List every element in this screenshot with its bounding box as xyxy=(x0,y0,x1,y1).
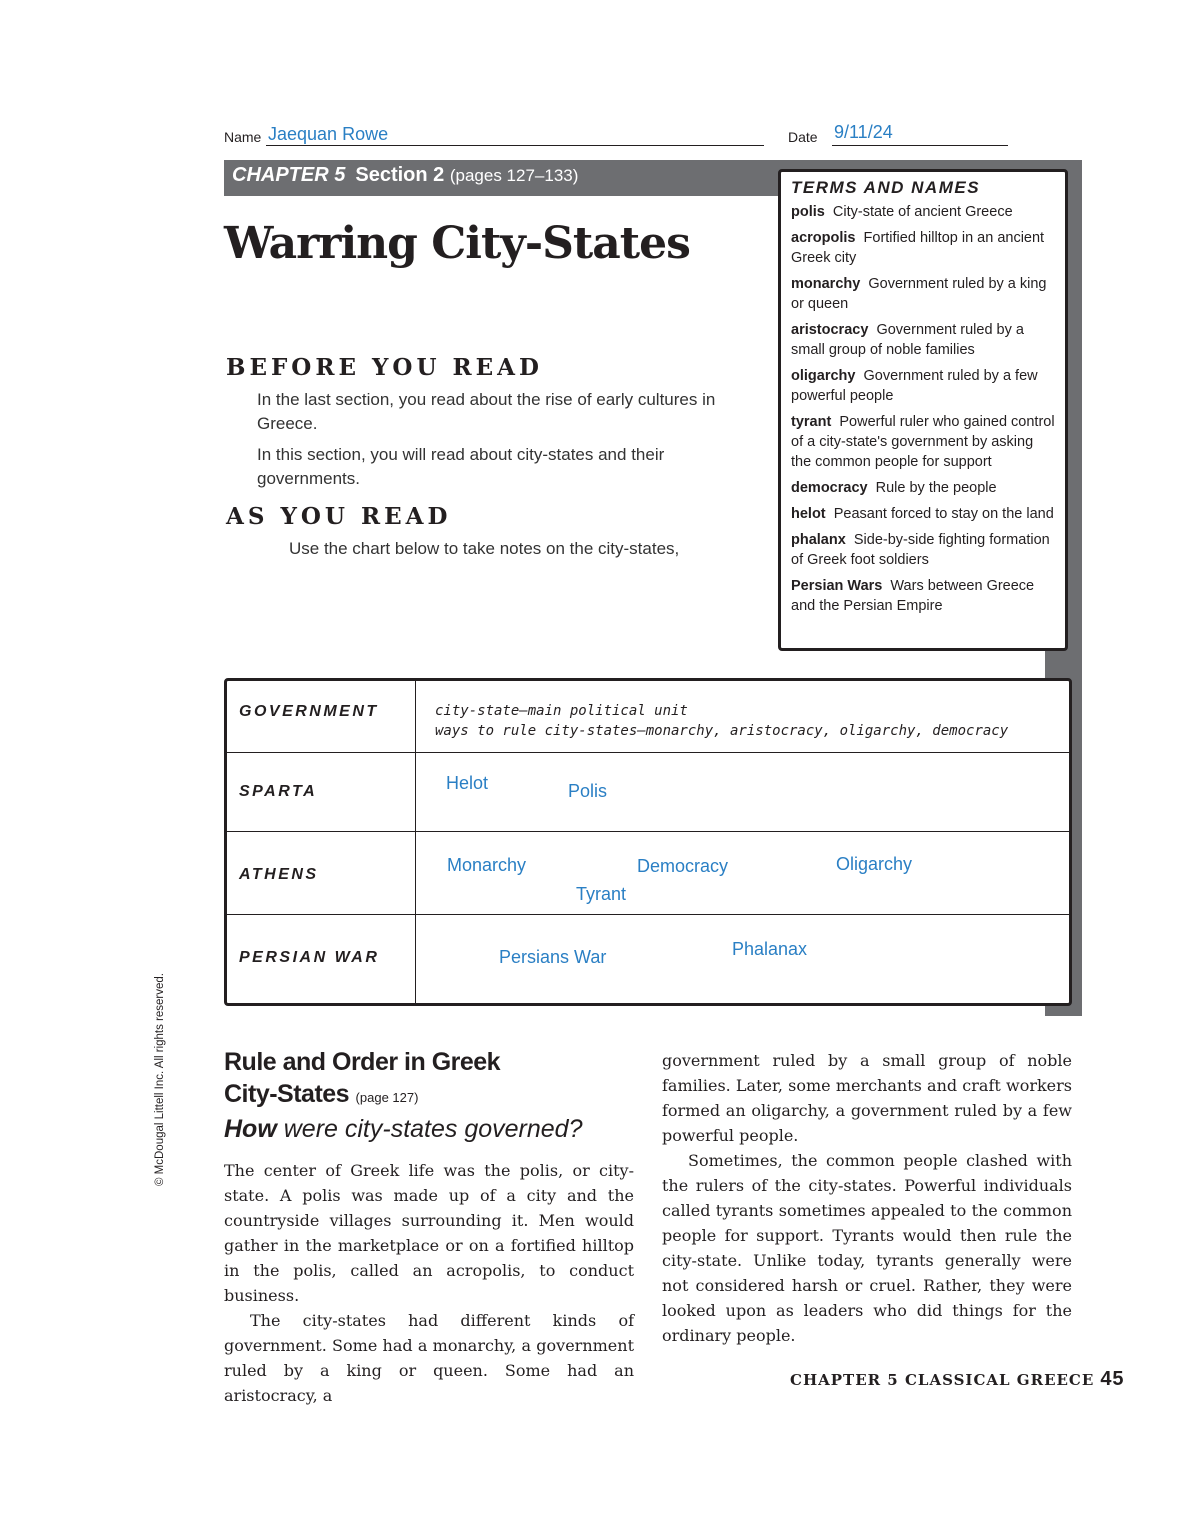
term-word: democracy xyxy=(791,480,868,496)
term-word: monarchy xyxy=(791,276,861,292)
body-column-right xyxy=(662,1048,1072,1348)
page-range: (pages 127–133) xyxy=(449,166,579,185)
date-underline xyxy=(832,145,1008,146)
sparta-note-helot[interactable]: Helot xyxy=(446,773,489,793)
persian-note-phalanx[interactable]: Phalanax xyxy=(732,939,808,959)
section-heading-line2-wrap xyxy=(224,1078,500,1114)
term-entry xyxy=(791,366,1055,406)
term-word: polis xyxy=(791,204,825,220)
body-paragraph: Sometimes, the common people clashed with the rulers of the city-states. Powerful individuals called tyrants sometimes appealed to the common people for support. Tyrants would then rule the city-state. Unlike today, tyrants generally were not considered harsh or cruel. Rather, they were looked upon as leaders who did things for the ordinary people. xyxy=(662,1151,1072,1345)
term-definition: Government ruled by a small group of noble families xyxy=(791,322,1024,358)
term-definition: City-state of ancient Greece xyxy=(832,204,1013,220)
as-you-read-heading: AS YOU READ xyxy=(226,503,452,530)
body-column-left xyxy=(224,1158,634,1408)
term-entry xyxy=(791,228,1055,268)
section-heading xyxy=(224,1046,500,1114)
term-word: Persian Wars xyxy=(791,578,883,594)
focus-question-rest: were city-states governed? xyxy=(283,1115,583,1143)
name-underline xyxy=(266,145,764,146)
body-paragraph: government ruled by a small group of noble families. Later, some merchants and craft workers formed an oligarchy, a government ruled by a few powerful people. xyxy=(662,1051,1072,1145)
chart-column-divider xyxy=(415,681,416,1003)
chart-row-divider xyxy=(227,831,1069,832)
term-definition: Rule by the people xyxy=(875,480,997,496)
term-entry xyxy=(791,504,1055,524)
name-field[interactable]: Jaequan Rowe xyxy=(268,124,389,144)
term-word: helot xyxy=(791,506,826,522)
term-definition: Wars between Greece and the Persian Empire xyxy=(791,578,1035,614)
copyright-notice: © McDougal Littell Inc. All rights reserved. xyxy=(154,972,166,1186)
row-label-persian-war: PERSIAN WAR xyxy=(239,949,380,966)
row-label-government: GOVERNMENT xyxy=(239,703,379,720)
term-definition: Fortified hilltop in an ancient Greek city xyxy=(791,230,1045,266)
persian-note-war[interactable]: Persians War xyxy=(499,947,607,967)
term-entry xyxy=(791,530,1055,570)
page-number: 45 xyxy=(1100,1368,1125,1390)
term-definition: Government ruled by a few powerful people xyxy=(791,368,1038,404)
section-heading-line1: Rule and Order in Greek xyxy=(224,1048,501,1076)
section-number: Section 2 xyxy=(355,164,445,186)
term-word: aristocracy xyxy=(791,322,869,338)
term-definition: Government ruled by a king or queen xyxy=(791,276,1047,312)
before-you-read-p2: In this section, you will read about city-states and their governments. xyxy=(257,445,665,488)
section-heading-line2: City-States xyxy=(224,1080,350,1108)
date-field[interactable]: 9/11/24 xyxy=(834,122,893,142)
athens-note-monarchy[interactable]: Monarchy xyxy=(447,855,527,875)
term-word: acropolis xyxy=(791,230,856,246)
chapter-number: CHAPTER 5 xyxy=(232,164,346,186)
footer-chapter: CHAPTER 5 CLASSICAL GREECE xyxy=(790,1371,1095,1389)
row-label-athens: ATHENS xyxy=(239,866,319,883)
government-note-line: city-state—main political unit xyxy=(435,703,688,719)
body-paragraph: The center of Greek life was the polis, or city-state. A polis was made up of a city and the countryside villages surrounding it. Men would gather in the marketplace or on a fortified hilltop in the polis, called an acropolis, to conduct business. xyxy=(224,1161,634,1305)
as-you-read-p1: Use the chart below to take notes on the city-states, xyxy=(289,539,680,558)
athens-note-democracy[interactable]: Democracy xyxy=(637,856,729,876)
term-entry xyxy=(791,202,1055,222)
row-label-sparta: SPARTA xyxy=(239,783,318,800)
terms-heading: TERMS AND NAMES xyxy=(791,178,981,197)
term-word: phalanx xyxy=(791,532,846,548)
athens-note-oligarchy[interactable]: Oligarchy xyxy=(836,854,913,874)
term-definition: Side-by-side fighting formation of Greek foot soldiers xyxy=(791,532,1050,568)
page-footer xyxy=(790,1368,1125,1391)
before-you-read-p1: In the last section, you read about the rise of early cultures in Greece. xyxy=(257,390,716,433)
terms-and-names-box xyxy=(778,169,1068,651)
term-entry xyxy=(791,576,1055,616)
term-entry xyxy=(791,320,1055,360)
date-label: Date xyxy=(788,129,818,145)
term-word: oligarchy xyxy=(791,368,856,384)
athens-note-tyrant[interactable]: Tyrant xyxy=(576,884,627,904)
page-title: Warring City-States xyxy=(224,218,690,269)
term-definition: Peasant forced to stay on the land xyxy=(833,506,1054,522)
chart-row-divider xyxy=(227,752,1069,753)
focus-question xyxy=(224,1115,583,1144)
term-entry xyxy=(791,412,1055,472)
name-label: Name xyxy=(224,129,262,145)
term-entry xyxy=(791,478,1055,498)
term-definition: Powerful ruler who gained control of a city-state's government by asking the common people for support xyxy=(791,414,1055,470)
term-entry xyxy=(791,274,1055,314)
term-word: tyrant xyxy=(791,414,832,430)
section-page-ref: (page 127) xyxy=(355,1090,419,1105)
government-notes xyxy=(435,701,1008,741)
body-paragraph: The city-states had different kinds of government. Some had a monarchy, a government ruled by a king or queen. Some had an aristocracy, a xyxy=(224,1311,634,1405)
government-note-line: ways to rule city-states—monarchy, aristocracy, oligarchy, democracy xyxy=(435,723,1009,739)
chart-row-divider xyxy=(227,914,1069,915)
before-you-read-heading: BEFORE YOU READ xyxy=(226,354,543,381)
chapter-heading xyxy=(232,164,578,187)
notes-chart xyxy=(224,678,1072,1006)
focus-question-bold: How xyxy=(224,1115,277,1143)
sparta-note-polis[interactable]: Polis xyxy=(568,781,608,801)
